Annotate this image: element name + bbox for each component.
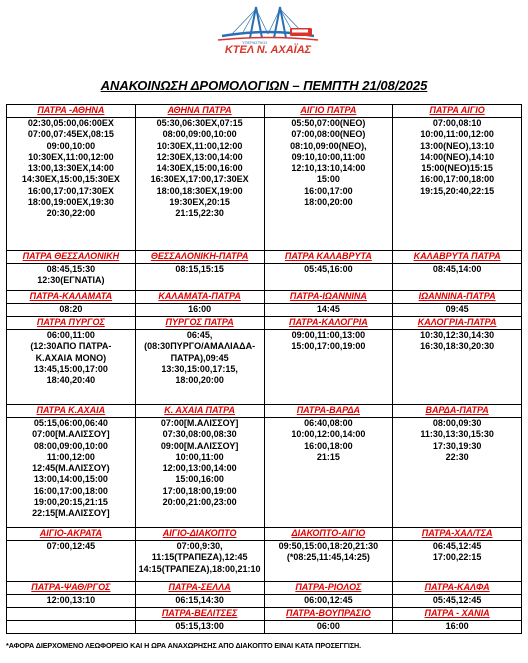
departure-line: 20:30,22:00	[46, 208, 96, 219]
route-name: ΠΑΤΡΑ - ΧΑΝΙΑ	[393, 608, 522, 621]
departure-line: 19:30ΕΧ,20:15	[169, 197, 230, 208]
departure-line: 09:00[Μ.ΑΛΙΣΣΟΥ]	[160, 440, 239, 451]
departure-line: 20:00,21:00,23:00	[162, 497, 237, 508]
departure-line: 07:00[Μ.ΑΛΙΣΣΟΥ]	[160, 418, 239, 428]
route-name: ΠΑΤΡΑ ΘΕΣΣΑΛΟΝΙΚΗ	[7, 251, 136, 264]
svg-text:ΚΤΕΛ Ν. ΑΧΑΪΑΣ: ΚΤΕΛ Ν. ΑΧΑΪΑΣ	[224, 44, 312, 56]
departure-line: 09:00,11:00,13:00	[291, 330, 366, 340]
departure-times	[264, 621, 393, 634]
route-name: ΠΑΤΡΑ-ΒΑΡΔΑ	[264, 405, 393, 418]
departure-times	[7, 541, 136, 582]
page-title: ΑΝΑΚΟΙΝΩΣΗ ΔΡΟΜΟΛΟΓΙΩΝ – ΠΕΜΠΤΗ 21/08/2025	[100, 78, 428, 93]
route-name: ΠΑΤΡΑ-ΡΙΟΛΟΣ	[264, 582, 393, 595]
departure-line: 13:45,15:00,17:00	[33, 363, 108, 374]
departure-line: 11:30,13:30,15:30	[420, 429, 494, 440]
departure-line: 12:00,13:00,14:00	[162, 463, 237, 474]
route-name: ΠΑΤΡΑ-ΣΕΛΛΑ	[135, 582, 264, 595]
departure-line: 22:15[Μ.ΑΛΙΣΣΟΥ]	[32, 508, 110, 519]
route-name: ΑΙΓΙΟ-ΑΚΡΑΤΑ	[7, 528, 136, 541]
route-name: ΚΑΛΑΜΑΤΑ-ΠΑΤΡΑ	[135, 291, 264, 304]
departure-line: 15:00,16:00	[175, 474, 224, 485]
route-name: ΠΑΤΡΑ-ΚΑΛΑΜΑΤΑ	[7, 291, 136, 304]
departure-line: 09:10,10:00,11:00	[291, 151, 366, 162]
departure-line: 19:00,20:15,21:15	[33, 497, 108, 508]
footnote: *ΑΦΟΡΑ ΔΙΕΡΧΟΜΕΝΟ ΛΕΩΦΟΡΕΙΟ ΚΑΙ Η ΩΡΑ ΑΝΑΧΩΡΗΣΗΣ ΑΠΟ ΔΙΑΚΟΠΤΟ ΕΙΝΑΙ ΚΑΤΑ ΠΡΟΣΕΓΓΙΣΗ.	[6, 641, 362, 650]
departure-line: 06:00,11:00	[46, 330, 95, 340]
departure-line: 06:45,12:45	[432, 541, 482, 551]
departure-times	[7, 418, 136, 528]
route-name: ΠΑΤΡΑ Κ.ΑΧΑΙΑ	[7, 405, 136, 418]
departure-line: 09:00,10:00	[46, 140, 96, 151]
departure-line: 05:45,12:45	[432, 595, 482, 605]
departure-line: 14:15(ΤΡΑΠΕΖΑ),18:00,21:10	[138, 563, 261, 574]
departure-times	[135, 418, 264, 528]
departure-times	[7, 621, 136, 634]
departure-line: 16:00	[445, 621, 469, 631]
departure-line: 06:00,12:45	[304, 595, 353, 605]
departure-line: 09:50,15:00,18:20,21:30	[278, 541, 379, 551]
departure-line: 06:45,	[186, 330, 213, 340]
departure-line: 12:30ΕΧ,13:00,14:00	[156, 151, 243, 162]
departure-line: 12:10,13:10,14:00	[291, 163, 366, 174]
route-name: ΠΑΤΡΑ-ΨΑΘ/ΡΓΟΣ	[7, 582, 136, 595]
departure-line: 07:00,08:10	[432, 118, 482, 128]
times-row	[7, 541, 522, 582]
route-header-row	[7, 317, 522, 330]
departure-line: 16:00,18:00	[304, 440, 353, 451]
times-row	[7, 264, 522, 291]
route-header-row	[7, 528, 522, 541]
route-name: ΠΑΤΡΑ ΑΙΓΙΟ	[393, 105, 522, 118]
departure-line: 15:00(ΝΕΟ)15:15	[421, 163, 493, 174]
departure-line: 10:30ΕΧ,11:00,12:00	[156, 140, 243, 151]
departure-line: 15:00,17:00,19:00	[291, 341, 366, 352]
departure-times	[7, 264, 136, 291]
route-header-row	[7, 251, 522, 264]
route-name: ΠΑΤΡΑ-ΒΕΛΙΤΣΕΣ	[135, 608, 264, 621]
departure-line: 16:00,17:00,17:30ΕΧ	[27, 185, 114, 196]
departure-line: 10:00,11:00	[175, 451, 224, 462]
departure-line: 08:15,15:15	[175, 264, 224, 274]
departure-line: 09:45	[445, 304, 469, 314]
departure-times	[393, 264, 522, 291]
departure-times	[393, 621, 522, 634]
route-name: ΚΑΛΟΓΡΙΑ-ΠΑΤΡΑ	[393, 317, 522, 330]
departure-times	[135, 118, 264, 251]
route-name: ΠΑΤΡΑ ΠΥΡΓΟΣ	[7, 317, 136, 330]
departure-line: 13:00,14:00,15:00	[33, 474, 108, 485]
departure-line: 10:30ΕΧ,11:00,12:00	[28, 151, 114, 162]
departure-line: 16:30ΕΧ,17:00,17:30ΕΧ	[150, 174, 249, 185]
route-name: ΚΑΛΑΒΡΥΤΑ ΠΑΤΡΑ	[393, 251, 522, 264]
departure-line: 13:00,13:30ΕΧ,14:00	[27, 163, 114, 174]
departure-line: 11:15(ΤΡΑΠΕΖΑ),12:45	[151, 552, 248, 563]
departure-line: 12:00,13:10	[46, 595, 96, 605]
departure-line: 07:00[Μ.ΑΛΙΣΣΟΥ]	[32, 429, 110, 440]
route-name: ΒΑΡΔΑ-ΠΑΤΡΑ	[393, 405, 522, 418]
departure-line: 12:30(ΕΓΝΑΤΙΑ)	[37, 275, 105, 286]
departure-times	[135, 621, 264, 634]
departure-line: 14:00(ΝΕΟ),14:10	[420, 151, 495, 162]
departure-times	[135, 541, 264, 582]
departure-line: 07:00,07:45ΕΧ,08:15	[27, 129, 114, 140]
departure-times	[264, 541, 393, 582]
departure-line: 07:00,08:00(ΝΕΟ)	[291, 129, 366, 140]
departure-line: 07:00,12:45	[46, 541, 96, 551]
route-header-row	[7, 105, 522, 118]
departure-line: 08:45,14:00	[432, 264, 482, 274]
departure-line: Κ.ΑΧΑΙΑ ΜΟΝΟ)	[35, 352, 107, 363]
departure-times	[7, 330, 136, 405]
times-row	[7, 621, 522, 634]
departure-line: 10:30,12:30,14:30	[420, 330, 495, 340]
departure-line: 10:00,11:00,12:00	[420, 129, 494, 140]
route-name: ΑΙΓΙΟ ΠΑΤΡΑ	[264, 105, 393, 118]
departure-line: 08:00,09:30	[432, 418, 482, 428]
departure-times	[264, 304, 393, 317]
departure-line: 05:50,07:00(ΝΕΟ)	[291, 118, 366, 128]
departure-line: ΠΑΤΡΑ),09:45	[170, 352, 229, 363]
departure-line: 18:00,19:00ΕΧ,19:30	[27, 197, 114, 208]
svg-text:ΥΠΕΡΑΣΤΙΚΟ: ΥΠΕΡΑΣΤΙΚΟ	[242, 40, 267, 45]
departure-line: 06:15,14:30	[175, 595, 224, 605]
departure-line: 12:45(Μ.ΑΛΙΣΣΟΥ)	[32, 463, 110, 474]
route-name: ΙΩΑΝΝΙΝΑ-ΠΑΤΡΑ	[393, 291, 522, 304]
departure-line: 07:30,08:00,08:30	[162, 429, 237, 440]
ktel-logo	[212, 4, 324, 56]
departure-line: 18:40,20:40	[46, 375, 96, 386]
departure-line: 16:00,17:00,18:00	[33, 485, 108, 496]
departure-line: 05:45,16:00	[304, 264, 353, 274]
departure-line: 10:00,12:00,14:00	[291, 429, 366, 440]
departure-line: 08:00,09:00,10:00	[162, 129, 237, 140]
departure-line: 21:15	[316, 451, 340, 462]
departure-line: 15:00	[316, 174, 340, 185]
departure-times	[393, 118, 522, 251]
route-name: ΠΑΤΡΑ-ΒΟΥΠΡΑΣΙΟ	[264, 608, 393, 621]
route-name: ΔΙΑΚΟΠΤΟ-ΑΙΓΙΟ	[264, 528, 393, 541]
route-name: ΠΑΤΡΑ-ΙΩΑΝΝΙΝΑ	[264, 291, 393, 304]
route-name: ΑΘΗΝΑ ΠΑΤΡΑ	[135, 105, 264, 118]
departure-times	[393, 418, 522, 528]
departure-times	[135, 595, 264, 608]
departure-line: 08:20	[59, 304, 83, 314]
departure-times	[393, 595, 522, 608]
times-row	[7, 595, 522, 608]
departure-line: 07:00,9:30,	[176, 541, 223, 551]
departure-line: 16:00	[188, 304, 212, 314]
departure-times	[7, 595, 136, 608]
departure-times	[264, 595, 393, 608]
route-name: ΠΥΡΓΟΣ ΠΑΤΡΑ	[135, 317, 264, 330]
bridge-bus-logo-icon	[212, 4, 324, 56]
schedule-table	[6, 104, 522, 634]
departure-line: 06:40,08:00	[304, 418, 353, 428]
departure-line: 14:45	[316, 304, 340, 314]
route-header-row	[7, 608, 522, 621]
departure-line: 13:00(ΝΕΟ),13:10	[420, 140, 495, 151]
departure-line: 08:45,15:30	[46, 264, 96, 274]
departure-line: 08:10,09:00(ΝΕΟ),	[290, 140, 367, 151]
departure-line: 17:00,22:15	[432, 552, 482, 563]
departure-times	[135, 330, 264, 405]
departure-line: 22:30	[445, 451, 469, 462]
departure-line: 05:30,06:30ΕΧ,07:15	[156, 118, 243, 128]
departure-times	[135, 304, 264, 317]
route-name: ΠΑΤΡΑ-ΚΑΛΦΑ	[393, 582, 522, 595]
departure-line: 18:00,18:30ΕΧ,19:00	[156, 185, 243, 196]
times-row	[7, 118, 522, 251]
departure-line: 11:00,12:00	[46, 451, 95, 462]
departure-times	[264, 418, 393, 528]
route-header-row	[7, 405, 522, 418]
route-name: ΠΑΤΡΑ -ΑΘΗΝΑ	[7, 105, 136, 118]
departure-times	[264, 118, 393, 251]
departure-line: (12:30ΑΠΟ ΠΑΤΡΑ-	[30, 341, 112, 352]
departure-line: 16:00,17:00,18:00	[420, 174, 495, 185]
departure-line: 05:15,13:00	[175, 621, 224, 631]
departure-line: 16:30,18:30,20:30	[420, 341, 495, 352]
departure-line: 08:00,09:00,10:00	[33, 440, 108, 451]
departure-times	[393, 304, 522, 317]
departure-times	[135, 264, 264, 291]
times-row	[7, 330, 522, 405]
departure-line: 02:30,05:00,06:00ΕΧ	[27, 118, 114, 128]
route-name: ΑΙΓΙΟ-ΔΙΑΚΟΠΤΟ	[135, 528, 264, 541]
route-header-row	[7, 291, 522, 304]
departure-line: 17:00,18:00,19:00	[162, 485, 237, 496]
departure-line: 06:00	[316, 621, 340, 631]
departure-times	[7, 118, 136, 251]
departure-times	[264, 330, 393, 405]
times-row	[7, 418, 522, 528]
route-name: ΠΑΤΡΑ-ΧΑΛ/ΤΣΑ	[393, 528, 522, 541]
departure-line: 16:00,17:00	[304, 185, 353, 196]
departure-line: 05:15,06:00,06:40	[33, 418, 108, 428]
route-name: ΠΑΤΡΑ-ΚΑΛΟΓΡΙΑ	[264, 317, 393, 330]
departure-line: (08:30ΠΥΡΓΟ/ΑΜΑΛΙΑΔΑ-	[144, 341, 256, 352]
departure-times	[264, 264, 393, 291]
route-name	[7, 608, 136, 621]
departure-line: (*08:25,11:45,14:25)	[286, 552, 370, 563]
departure-line: 18:00,20:00	[304, 197, 353, 208]
route-name: ΘΕΣΣΑΛΟΝΙΚΗ-ΠΑΤΡΑ	[135, 251, 264, 264]
departure-times	[393, 541, 522, 582]
departure-line: 18:00,20:00	[175, 375, 224, 386]
times-row	[7, 304, 522, 317]
departure-line: 13:30,15:00,17:15,	[161, 363, 238, 374]
departure-times	[7, 304, 136, 317]
departure-line: 19:15,20:40,22:15	[420, 185, 495, 196]
departure-times	[393, 330, 522, 405]
departure-line: 17:30,19:30	[432, 440, 482, 451]
departure-line: 21:15,22:30	[175, 208, 224, 219]
route-name: Κ. ΑΧΑΙΑ ΠΑΤΡΑ	[135, 405, 264, 418]
route-name: ΠΑΤΡΑ ΚΑΛΑΒΡΥΤΑ	[264, 251, 393, 264]
departure-line: 14:30ΕΧ,15:00,16:00	[156, 163, 243, 174]
route-header-row	[7, 582, 522, 595]
departure-line: 14:30ΕΧ,15:00,15:30ΕΧ	[21, 174, 120, 185]
